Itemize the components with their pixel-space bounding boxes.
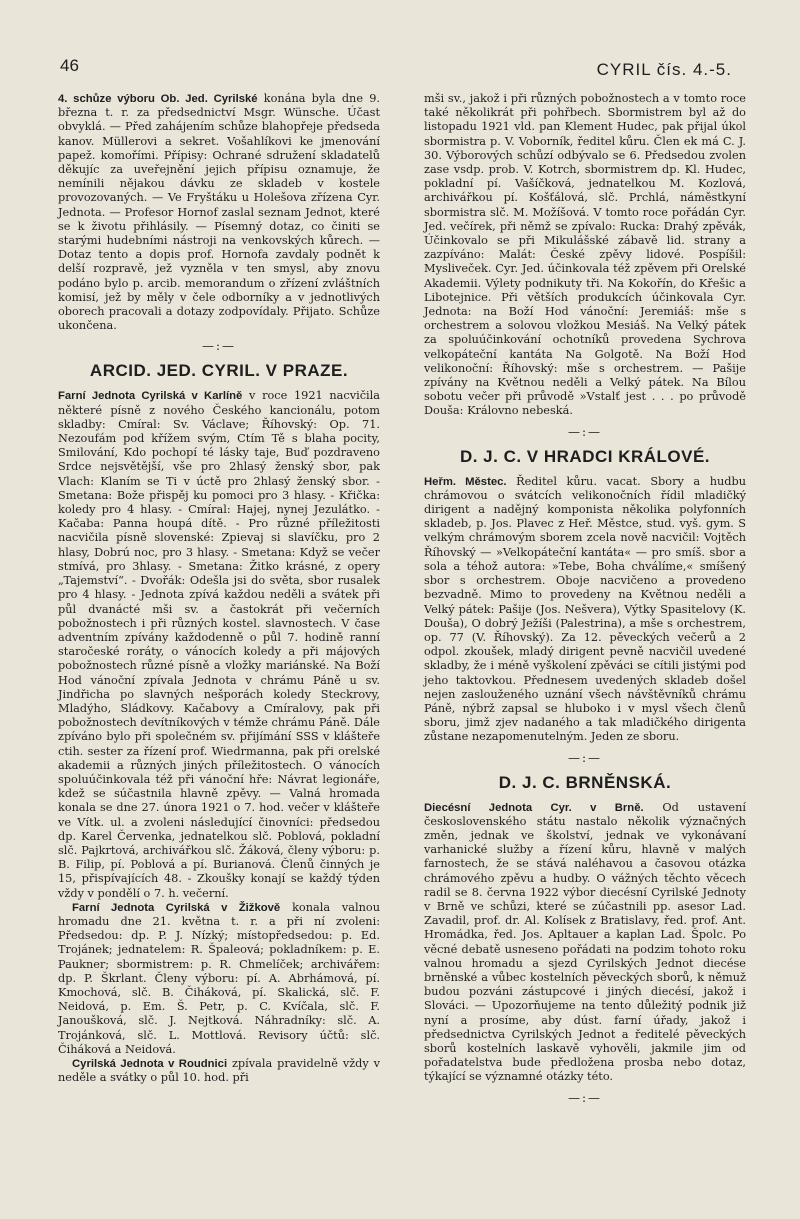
brno-lead: Diecésní Jednota Cyr. v Brně. xyxy=(424,801,644,814)
page-number: 46 xyxy=(60,56,79,75)
karlin-text: v roce 1921 nacvičila některé písně z nového Českého kancionálu, potom skladby: Cmíral: Sv. Václave; Říhovský: Op. 71. Nezoufám pod křížem svým, Ctím Tě s blaha pocity, Smilování, Kdo pochopí té lásky taje, Buď pozdraveno Srdce nejsvětější, vše pro 2hlasý ženský sbor, pak Vlach: Klaním se Ti v úctě pro 2hlasý ženský sbor. - Smetana: Bože přispěj ku pomoci pro 3 hlasy. - Křička: koledy pro 4 hlasy. - Cmíral: Hajej, nynej Jezulátko. - Kačaba: Panna houpá dítě. - Pro různé příležitosti nacvičila písně slovenské: Zpievaj si slavíčku, pro 2 hlasy, Dobrú noc, pro 3 hlasy. - Smetana: Když se večer stmívá, pro 3hlasy. - Smetana: Žitko krásné, z opery „Tajemství“. - Dvořák: Odešla jsi do světa, sbor rusalek pro 4 hlasy. - Jednota zpívá každou neděli a svátek při půl dvanácté mši sv. a častokrát při večerních pobožnostech i při různých kostel. slavnostech. V čase adventním zpívány každodenně o půl 7. hodině ranní staročeské roráty, o vánocích koledy a při májových pobožnostech různé písně a vložky mariánské. Na Boží Hod vánoční zpívala Jednota v chrámu Páně u sv. Jindřicha po slavných nešporách koledy Steckrovy, Mladýho, Sládkovy. Kačabovy a Cmíralovy, pak při pobožnostech devítníkových v témže chrámu Páně. Dále zpíváno bylo při společném sv. přijímání SSS v klášteře ctih. sester za řízení prof. Wiedrmanna, pak při orelské akademii a různých jiných příležitostech. O vánocích spoluúčinkovala též při vánoční hře: Návrat legionáře, kdež se súčastnila hlavně zpěvy. — Valná hromada konala se dne 27. února 1921 o 7. hod. večer v klášteře ve Vítk. ul. a zvoleni následující činovníci: předsedou dp. Karel Červenka, jednatelkou slč. Poblová, pokladní slč. Pajkrtová, archivářkou slč. Žáková, členy výboru: p. B. Filip, pí. Poblová a pí. Burianová. Členů činných je 15, přispívajících 48. - Zkoušky konají se každý týden vždy v pondělí o 7. h. večerní. xyxy=(58,389,380,900)
section-separator: —:— xyxy=(567,424,603,439)
section-separator: —:— xyxy=(567,1090,603,1105)
left-column xyxy=(58,92,380,1085)
hradec-lead: Heřm. Městec. xyxy=(424,475,507,488)
zizkov-lead: Farní Jednota Cyrilská v Žižkově xyxy=(72,901,281,914)
running-head: CYRIL čís. 4.-5. xyxy=(596,60,732,79)
roudnice-continuation: mši sv., jakož i při různých pobožnostech a v tomto roce také několikrát při pohřbech. Sbormistrem byl až do listopadu 1921 vld. pan Klement Hudec, pak přijal úkol sbormistra p. V. Voborník, ředitel kůru. Člen ek má C. J. 30. Výborových schůzí odbývalo se 6. Předsedou zvolen zase vsdp. prob. V. Kotrch, sbormistrem dp. Kl. Hudec, pokladní pí. Vašíčková, jednatelkou M. Kozlová, archivářkou pí. Košťálová, slč. Prchlá, náměstkyní sbormistra slč. M. Možíšová. V tomto roce pořádán Cyr. Jed. večírek, při němž se zpívalo: Rucka: Drahý zpěvák, Účinkovalo se při Mikulášské zábavě lid. strany a zazpíváno: Malát: České zpěvy lidové. Pospíšil: Mysliveček. Cyr. Jed. účinkovala též zpěvem při Orelské Akademii. Výlety podnikuty tři. Na Kokořín, do Křešic a Libotejnice. Při větších produkcích účinkovala Cyr. Jednota: na Boží Hod vánoční: Jeremiáš: mše s orchestrem a solovou vložkou Mesiáš. Na Velký pátek za spoluúčinkování ochotníků provedena Sychrova velkopáteční kantáta Na Golgotě. Na Boží Hod velikonoční: Říhovský: mše s orchestrem. — Pašije zpívány na Květnou neděli a Velký pátek. Na Bílou sobotu večer při průvodě »Vstalť jest . . . po průvodě Douša: Královno nebeská. xyxy=(424,92,746,418)
meeting-report-text: konána byla dne 9. března t. r. za předsednictví Msgr. Wünsche. Účast obvyklá. — Před zahájením schůze blahopřeje předseda kanov. Müllerovi a sekret. Vošahlíkovi ke jmenování papež. komořími. Přípisy: Ochrané sdružení skladatelů děkujíc za uveřejnění jejich přípisu oznamuje, že nemínili nějakou dávku ze skladeb v kostele provozovaných. — Ve Fryštáku u Holešova zřízena Cyr. Jednota. — Profesor Hornof zaslal seznam Jednot, které se k životu přihlásily. — Písemný dotaz, co činiti se starými hudebními nástroji na venkovských kůrech. — Dotaz tento a dopis prof. Hornofa zavdaly podnět k delší rozpravě, jež vyzněla v ten smysl, aby znovu podáno bylo p. arcib. memorandum o zřízení zvláštních komisí, jež by měly v čele odborníky a v jednotlivých oborech pracovali a dotazy zodpovídaly. Přijato. Schůze ukončena. xyxy=(58,92,381,333)
section-separator: —:— xyxy=(201,339,237,354)
roudnice-lead: Cyrilská Jednota v Roudnici xyxy=(72,1058,228,1070)
section-separator: —:— xyxy=(567,750,603,765)
roudnice-paragraph xyxy=(58,1057,380,1085)
right-column xyxy=(424,92,746,1113)
zizkov-paragraph xyxy=(58,901,380,1057)
zizkov-text: konala valnou hromadu dne 21. května t. r. a při ní zvoleni: Předsedou: dp. P. J. Nízký; místopředsedou: p. Ed. Trojánek; jednatelem: R. Špaleová; pokladníkem: p. E. Paukner; sbormistrem: p. R. Chmelíček; archivářem: dp. P. Škrlant. Členy výboru: pí. A. Abrhámová, pí. Kmochová, slč. B. Čiháková, pí. Skalická, slč. F. Neidová, p. Em. Š. Petr, p. C. Kvíčala, slč. F. Janoušková, slč. J. Nejtková. Náhradníky: slč. A. Trojánková, slč. L. Mottlová. Revisory účtů: slč. Čiháková a Neidová. xyxy=(58,900,380,1056)
brno-text: Od ustavení československého státu nastalo několik význačných změn, jednak ve školství, jednak ve vykonávaní varhanické služby a řízení kůru, hlavně v malých farnostech, že se stává naléhavou a časovou otázka chrámového zpěvu a hudby. O vážných těchto věcech radil se 8. června 1922 výbor diecésní Cyrilské Jednoty v Brně ve schůzi, které se zúčastnili pp. asesor Lad. Zavadil, prof. dr. Al. Kolísek z Bratislavy, řed. prof. Ant. Hromádka, řed. Jos. Apltauer a kaplan Lad. Špolc. Po věcné debatě usneseno pořádati na podzim tohoto roku valnou hromadu a sjezd Cyrilských Jednot diecése brněnské a vůbec kostelních pěveckých sborů, k němuž budou pozváni zástupcové i jiných diecésí, jakož i Slováci. — Upozorňujeme na tento důležitý podnik již nyní a prosíme, aby dúst. farní úřady, jakož i předsednictva Cyrilských Jednot a ředitelé pěveckých sborů kostelních laskavě vyhověli, jakmile jim od pořadatelstva bude předložena prosba nebo dotaz, týkající se významné otázky této. xyxy=(424,800,747,1084)
hradec-paragraph xyxy=(424,475,746,745)
karlin-lead: Farní Jednota Cyrilská v Karlíně xyxy=(58,390,243,403)
section-heading-hradec: D. J. C. V HRADCI KRÁLOVÉ. xyxy=(459,446,711,466)
karlin-paragraph xyxy=(58,389,380,900)
section-heading-brno: D. J. C. BRNĚNSKÁ. xyxy=(498,772,672,792)
brno-paragraph xyxy=(424,801,746,1085)
hradec-text: Ředitel kůru. vacat. Sbory a hudbu chrámovou o svátcích velikonočních řídil mladičký dirigent a nadějný komponista několika polyfonních skladeb, p. Jos. Plavec z Heř. Městce, stud. vyš. gym. S velkým chrámovým sborem zcela nově nacvičil: Vojtěch Říhovský — »Velkopáteční kantáta« — pro smíš. sbor a sola a téhož autora: »Tebe, Boha chválíme,« smíšený sbor s orchestrem. Oboje nacvičeno a provedeno bezvadně. Mimo to provedeny na Květnou neděli a Velký pátek: Pašije (Jos. Nešvera), Výtky Spasitelovy (K. Douša), O dobrý Ježíši (Palestrina), a mše s orchestrem, op. 77 (V. Říhovský). Za 12. pěveckých večerů a 2 odpol. zkoušek, mladý dirigent pevně nacvičil uvedené skladby, že i méně vyškolení zpěváci se cítili jistými pod jeho taktovkou. Přednesem uvedených skladeb došel nejen zaslouženého uznání všech návštěvníků chrámu Páně, nýbrž zapsal se hluboko i v mysl všech členů sboru, jimž zjev nadaného a tak mladičkého dirigenta zůstane nezapomenutelným. Jeden ze sboru. xyxy=(424,474,746,744)
meeting-report-paragraph xyxy=(58,92,380,333)
roudnice-text: zpívala pravidelně vždy v neděle a svátky o půl 10. hod. při xyxy=(58,1057,381,1085)
meeting-report-lead: 4. schůze výboru Ob. Jed. Cyrilské xyxy=(58,93,258,105)
section-heading-praha: ARCID. JED. CYRIL. V PRAZE. xyxy=(89,361,349,381)
